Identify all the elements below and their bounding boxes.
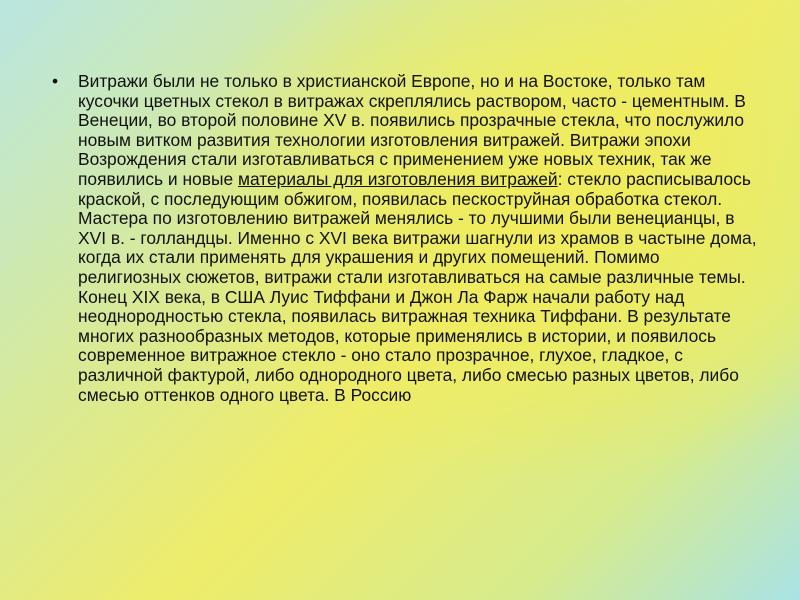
paragraph-text-start: Витражи были не только в христианской Европе, но и на Востоке, только там кусочки цветных стекол в витражах скреплялись раствором, часто - цементным. В Венеции, во второй половине XV в. появились прозрачные стекла, что послужило новым витком развития технологии изготовления витражей. Витражи эпохи Возрождения стали изготавливаться с применением уже новых техник, так же появились и новые [78,71,746,189]
bullet-icon: • [52,71,59,91]
slide-content [52,72,764,405]
stained-glass-materials-link[interactable]: материалы для изготовления витражей [237,168,558,189]
bullet-paragraph [52,72,764,405]
paragraph-text-end: : стекло расписывалось краской, с последующим обжигом, появилась пескоструйная обработка стекол. Мастера по изготовлению витражей менялись - то лучшими были венецианцы, в XVI в. - голландцы. Именно с XVI века витражи шагнули из храмов в частыне дома, когда их стали применять для украшения и других помещений. Помимо религиозных сюжетов, витражи стали изготавливаться на самые различные темы. Конец XIX века, в США Луис Тиффани и Джон Ла Фарж начали работу над неоднородностью стекла, появилась витражная техника Тиффани. В результате многих разнообразных методов, которые применялись в истории, и появилось современное витражное стекло - оно стало прозрачное, глухое, гладкое, с различной фактурой, либо однородного цвета, либо смесью разных цветов, либо смесью оттенков одного цвета. В Россию [78,168,757,405]
